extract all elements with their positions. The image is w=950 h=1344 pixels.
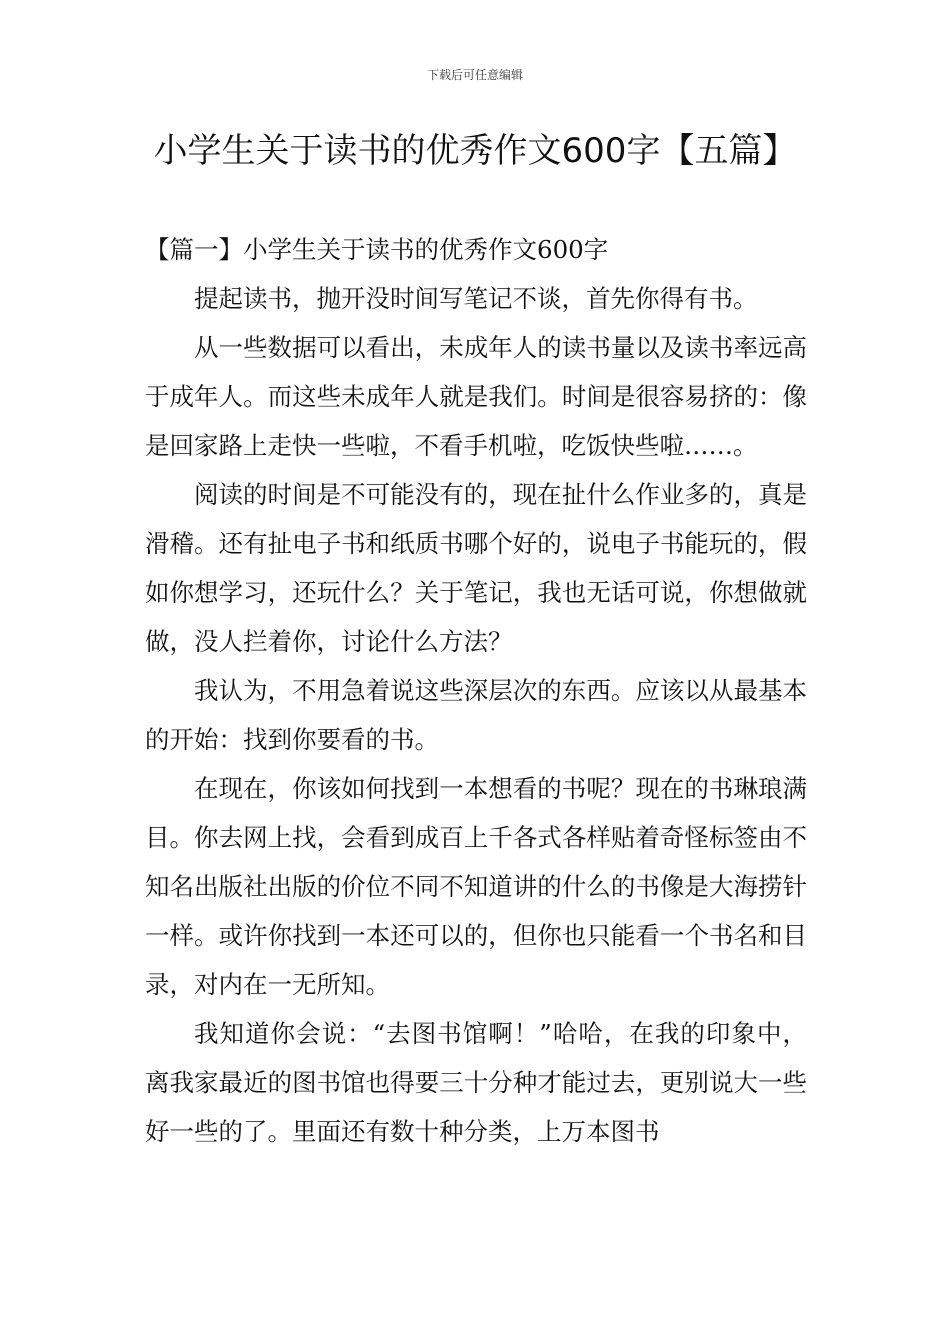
section-heading: 【篇一】小学生关于读书的优秀作文600字 bbox=[145, 235, 609, 264]
paragraph-4: 我认为，不用急着说这些深层次的东西。应该以从最基本的开始：找到你要看的书。 bbox=[145, 676, 807, 754]
document-body bbox=[145, 225, 807, 1156]
document-title: 小学生关于读书的优秀作文600字【五篇】 bbox=[153, 131, 797, 171]
paragraph-2: 从一些数据可以看出，未成年人的读书量以及读书率远高于成年人。而这些未成年人就是我们。时间是很容易挤的：像是回家路上走快一些啦，不看手机啦，吃饭快些啦……。 bbox=[145, 333, 807, 460]
paragraph-6: 我知道你会说：“去图书馆啊！”哈哈，在我的印象中，离我家最近的图书馆也得要三十分种才能过去，更别说大一些好一些的了。里面还有数十种分类，上万本图书 bbox=[145, 1019, 807, 1146]
header-note: 下载后可任意编辑 bbox=[426, 68, 523, 82]
paragraph-1: 提起读书，抛开没时间写笔记不谈，首先你得有书。 bbox=[194, 284, 758, 313]
paragraph-3: 阅读的时间是不可能没有的，现在扯什么作业多的，真是滑稽。还有扯电子书和纸质书哪个好的，说电子书能玩的，假如你想学习，还玩什么？关于笔记，我也无话可说，你想做就做，没人拦着你，讨论什么方法？ bbox=[145, 480, 807, 656]
paragraph-5: 在现在，你该如何找到一本想看的书呢？现在的书琳琅满目。你去网上找，会看到成百上千各式各样贴着奇怪标签由不知名出版社出版的价位不同不知道讲的什么的书像是大海捞针一样。或许你找到一本还可以的，但你也只能看一个书名和目录，对内在一无所知。 bbox=[145, 774, 807, 999]
